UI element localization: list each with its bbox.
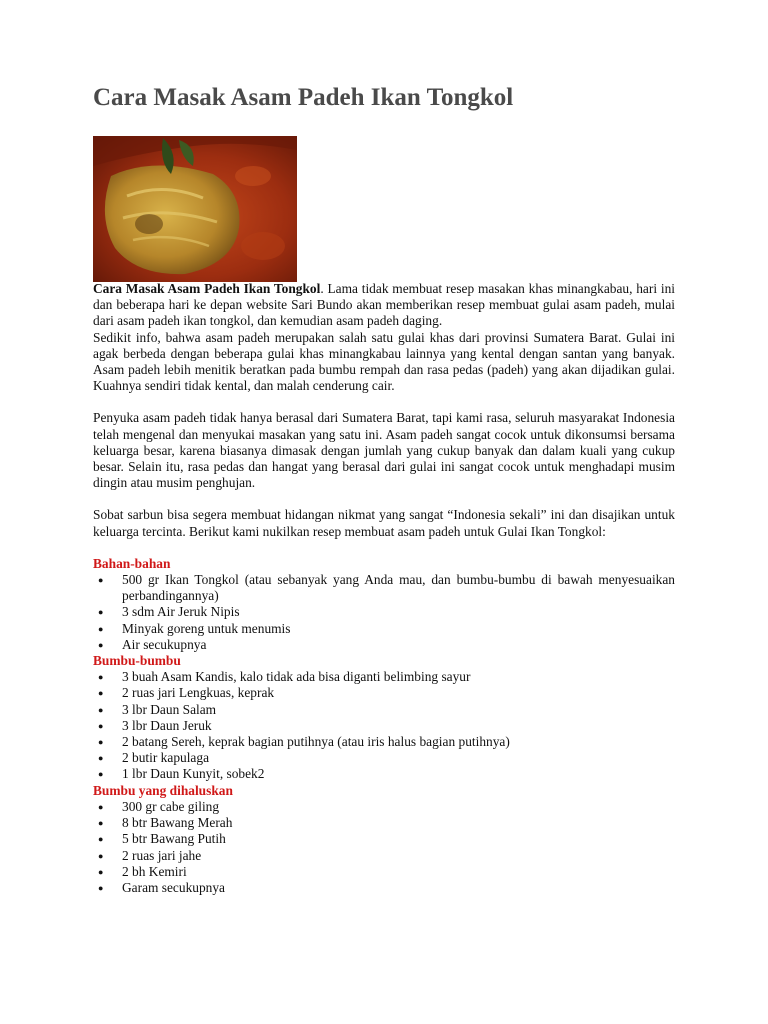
- bullet-icon: ●: [98, 720, 104, 731]
- list-item: [93, 685, 675, 701]
- list-item-text: 500 gr Ikan Tongkol (atau sebanyak yang Anda mau, dan bumbu-bumbu di bawah menyesuaikan perbandingannya): [122, 572, 675, 604]
- list-item-text: Garam secukupnya: [122, 879, 225, 895]
- list-item-text: 3 lbr Daun Salam: [122, 701, 217, 717]
- list-item-text: 5 btr Bawang Putih: [122, 831, 226, 847]
- list-item: [93, 831, 675, 847]
- bullet-icon: ●: [98, 818, 104, 829]
- asam-padeh-photo: [93, 136, 297, 282]
- bullet-icon: ●: [98, 607, 104, 618]
- list-item-text: 8 btr Bawang Merah: [122, 815, 233, 831]
- ingredient-list: [93, 799, 675, 896]
- sobat-line-2: disajikan untuk keluarga tercinta. Berikut kami nukilkan resep membuat asam padeh untuk Gulai Ikan Tongkol:: [93, 507, 675, 539]
- section-heading: Bahan-bahan: [93, 555, 171, 571]
- list-item: [93, 621, 675, 637]
- list-item: [93, 604, 675, 620]
- article-body: [93, 281, 675, 896]
- bullet-icon: ●: [98, 688, 104, 699]
- bullet-icon: ●: [98, 850, 104, 861]
- bullet-icon: ●: [98, 704, 104, 715]
- intro-lead: Cara Masak Asam Padeh Ikan Tongkol: [93, 281, 321, 296]
- list-item-text: 1 lbr Daun Kunyit, sobek2: [122, 766, 265, 782]
- list-item: [93, 718, 675, 734]
- bullet-icon: ●: [98, 801, 104, 812]
- section-heading: Bumbu yang dihaluskan: [93, 782, 233, 798]
- list-item-text: 3 lbr Daun Jeruk: [122, 717, 212, 733]
- list-item-text: 2 bh Kemiri: [122, 863, 187, 879]
- list-item-text: 2 batang Sereh, keprak bagian putihnya (atau iris halus bagian putihnya): [122, 734, 510, 750]
- bullet-icon: ●: [98, 639, 104, 650]
- page-title: Cara Masak Asam Padeh Ikan Tongkol: [93, 84, 514, 111]
- sobat-paragraph: [93, 507, 675, 539]
- intro-paragraph: [93, 281, 675, 330]
- recipe-sections: [93, 556, 675, 896]
- bullet-icon: ●: [98, 737, 104, 748]
- list-item: [93, 572, 675, 604]
- list-item: [93, 734, 675, 750]
- list-item-text: 3 sdm Air Jeruk Nipis: [122, 604, 240, 620]
- bullet-icon: ●: [98, 672, 104, 683]
- list-item-text: 2 ruas jari jahe: [122, 847, 202, 863]
- list-item: [93, 799, 675, 815]
- list-item-text: 2 butir kapulaga: [122, 750, 210, 766]
- list-item: [93, 815, 675, 831]
- list-item: [93, 637, 675, 653]
- list-item-text: Minyak goreng untuk menumis: [122, 620, 291, 636]
- penyuka-paragraph: Penyuka asam padeh tidak hanya berasal dari Sumatera Barat, tapi kami rasa, seluruh masyarakat Indonesia telah mengenal dan menyukai masakan yang satu ini. Asam padeh sangat cocok untuk dikonsumsi bersama keluarga besar, karena biasanya dimasak dengan jumlah yang cukup banyak dan dalam kuali yang cukup besar. Selain itu, rasa pedas dan hangat yang berasal dari gulai ini sangat cocok untuk menghadapi musim dingin atau musim penghujan.: [93, 410, 675, 491]
- section-heading: Bumbu-bumbu: [93, 653, 181, 669]
- bullet-icon: ●: [98, 882, 104, 893]
- ingredient-list: [93, 572, 675, 653]
- bullet-icon: ●: [98, 769, 104, 780]
- list-item: [93, 750, 675, 766]
- list-item: [93, 864, 675, 880]
- list-item-text: Air secukupnya: [122, 636, 207, 652]
- bullet-icon: ●: [98, 575, 104, 586]
- ingredient-list: [93, 669, 675, 782]
- info-paragraph: Sedikit info, bahwa asam padeh merupakan salah satu gulai khas dari provinsi Sumatera Barat. Gulai ini agak berbeda dengan beberapa gulai khas minangkabau lainnya yang kental dengan santan yang banyak. Asam padeh lebih menitik beratkan pada bumbu rempah dan rasa pedas (padeh) yang akan dijadikan gulai. Kuahnya sendiri tidak kental, dan malah cenderung cair.: [93, 329, 675, 394]
- list-item: [93, 880, 675, 896]
- bullet-icon: ●: [98, 866, 104, 877]
- bullet-icon: ●: [98, 753, 104, 764]
- list-item: [93, 766, 675, 782]
- list-item-text: 300 gr cabe giling: [122, 798, 220, 814]
- list-item-text: 2 ruas jari Lengkuas, keprak: [122, 685, 275, 701]
- list-item: [93, 848, 675, 864]
- bullet-icon: ●: [98, 834, 104, 845]
- list-item-text: 3 buah Asam Kandis, kalo tidak ada bisa diganti belimbing sayur: [122, 669, 471, 685]
- list-item: [93, 669, 675, 685]
- fish-curry-image: [93, 136, 297, 282]
- list-item: [93, 702, 675, 718]
- intro-rest: . Lama tidak membuat resep masakan khas minangkabau, hari ini dan beberapa hari ke depan website Sari Bundo akan memberikan resep membuat gulai asam padeh, mulai dari asam padeh ikan tongkol, dan kemudian asam padeh daging.: [93, 281, 675, 329]
- bullet-icon: ●: [98, 623, 104, 634]
- sobat-line-1: Sobat sarbun bisa segera membuat hidangan nikmat yang sangat “Indonesia sekali” ini dan: [93, 507, 589, 523]
